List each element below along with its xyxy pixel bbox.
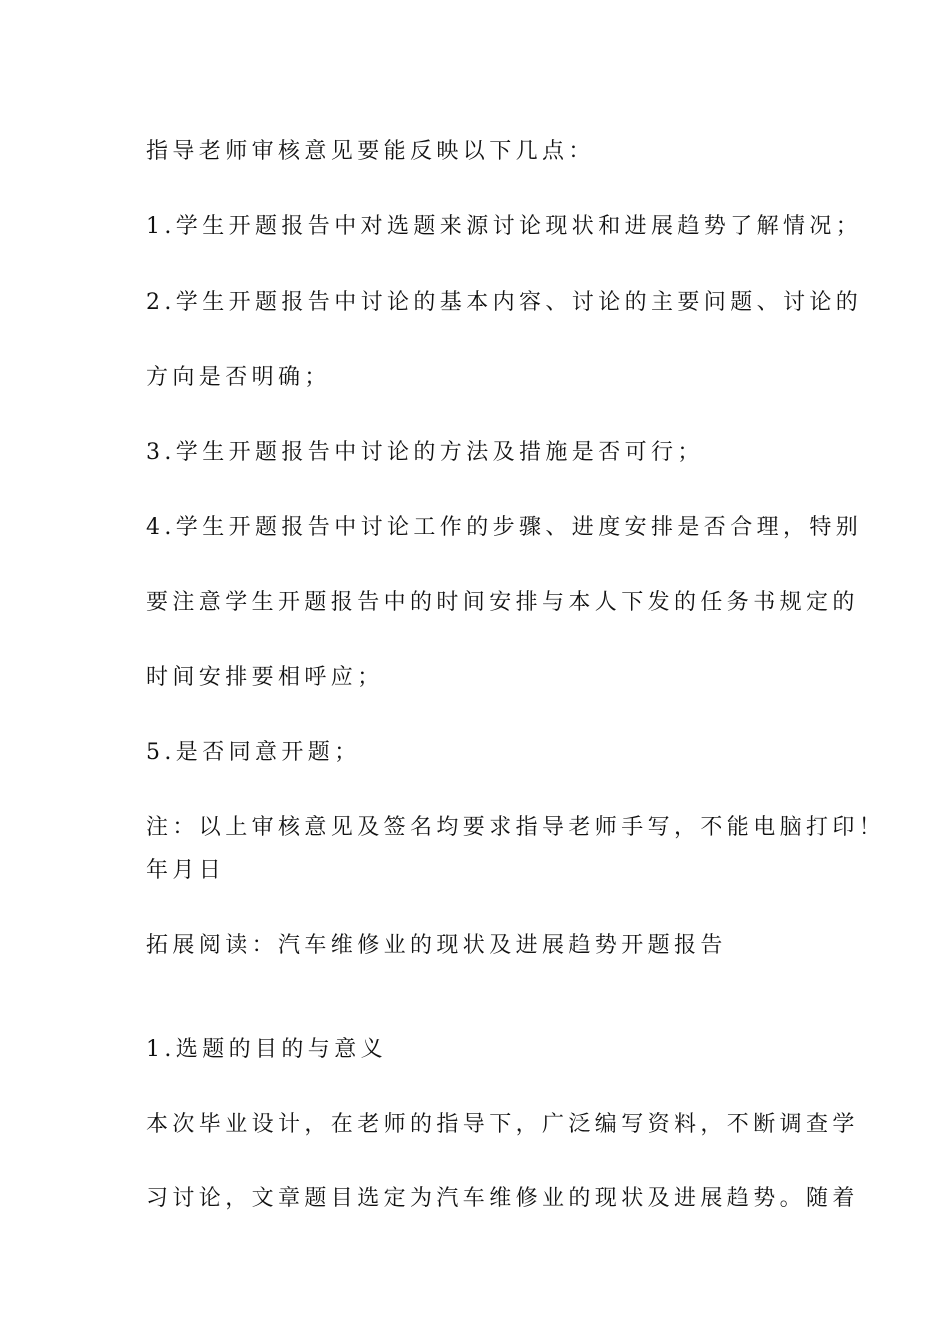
review-point-4-line-1: 4.学生开题报告中讨论工作的步骤、进度安排是否合理，特别	[146, 515, 863, 540]
review-point-3: 3.学生开题报告中讨论的方法及措施是否可行；	[146, 440, 704, 465]
review-instructions-heading: 指导老师审核意见要能反映以下几点：	[146, 139, 595, 164]
review-point-2-line-1: 2.学生开题报告中讨论的基本内容、讨论的主要问题、讨论的	[146, 290, 863, 315]
section-heading-purpose: 1.选题的目的与意义	[146, 1037, 387, 1062]
review-point-4-line-2: 要注意学生开题报告中的时间安排与本人下发的任务书规定的	[146, 590, 859, 615]
handwriting-note: 注：以上审核意见及签名均要求指导老师手写，不能电脑打印！	[146, 815, 886, 840]
body-paragraph-line-2: 习讨论，文章题目选定为汽车维修业的现状及进展趋势。随着	[146, 1186, 859, 1211]
extended-reading-title: 拓展阅读：汽车维修业的现状及进展趋势开题报告	[146, 933, 727, 958]
review-point-4-line-3: 时间安排要相呼应；	[146, 665, 384, 690]
review-point-1: 1.学生开题报告中对选题来源讨论现状和进展趋势了解情况；	[146, 214, 863, 239]
body-paragraph-line-1: 本次毕业设计，在老师的指导下，广泛编写资料，不断调查学	[146, 1112, 859, 1137]
date-line: 年月日	[146, 858, 226, 883]
review-point-5: 5.是否同意开题；	[146, 740, 361, 765]
review-point-2-line-2: 方向是否明确；	[146, 365, 331, 390]
